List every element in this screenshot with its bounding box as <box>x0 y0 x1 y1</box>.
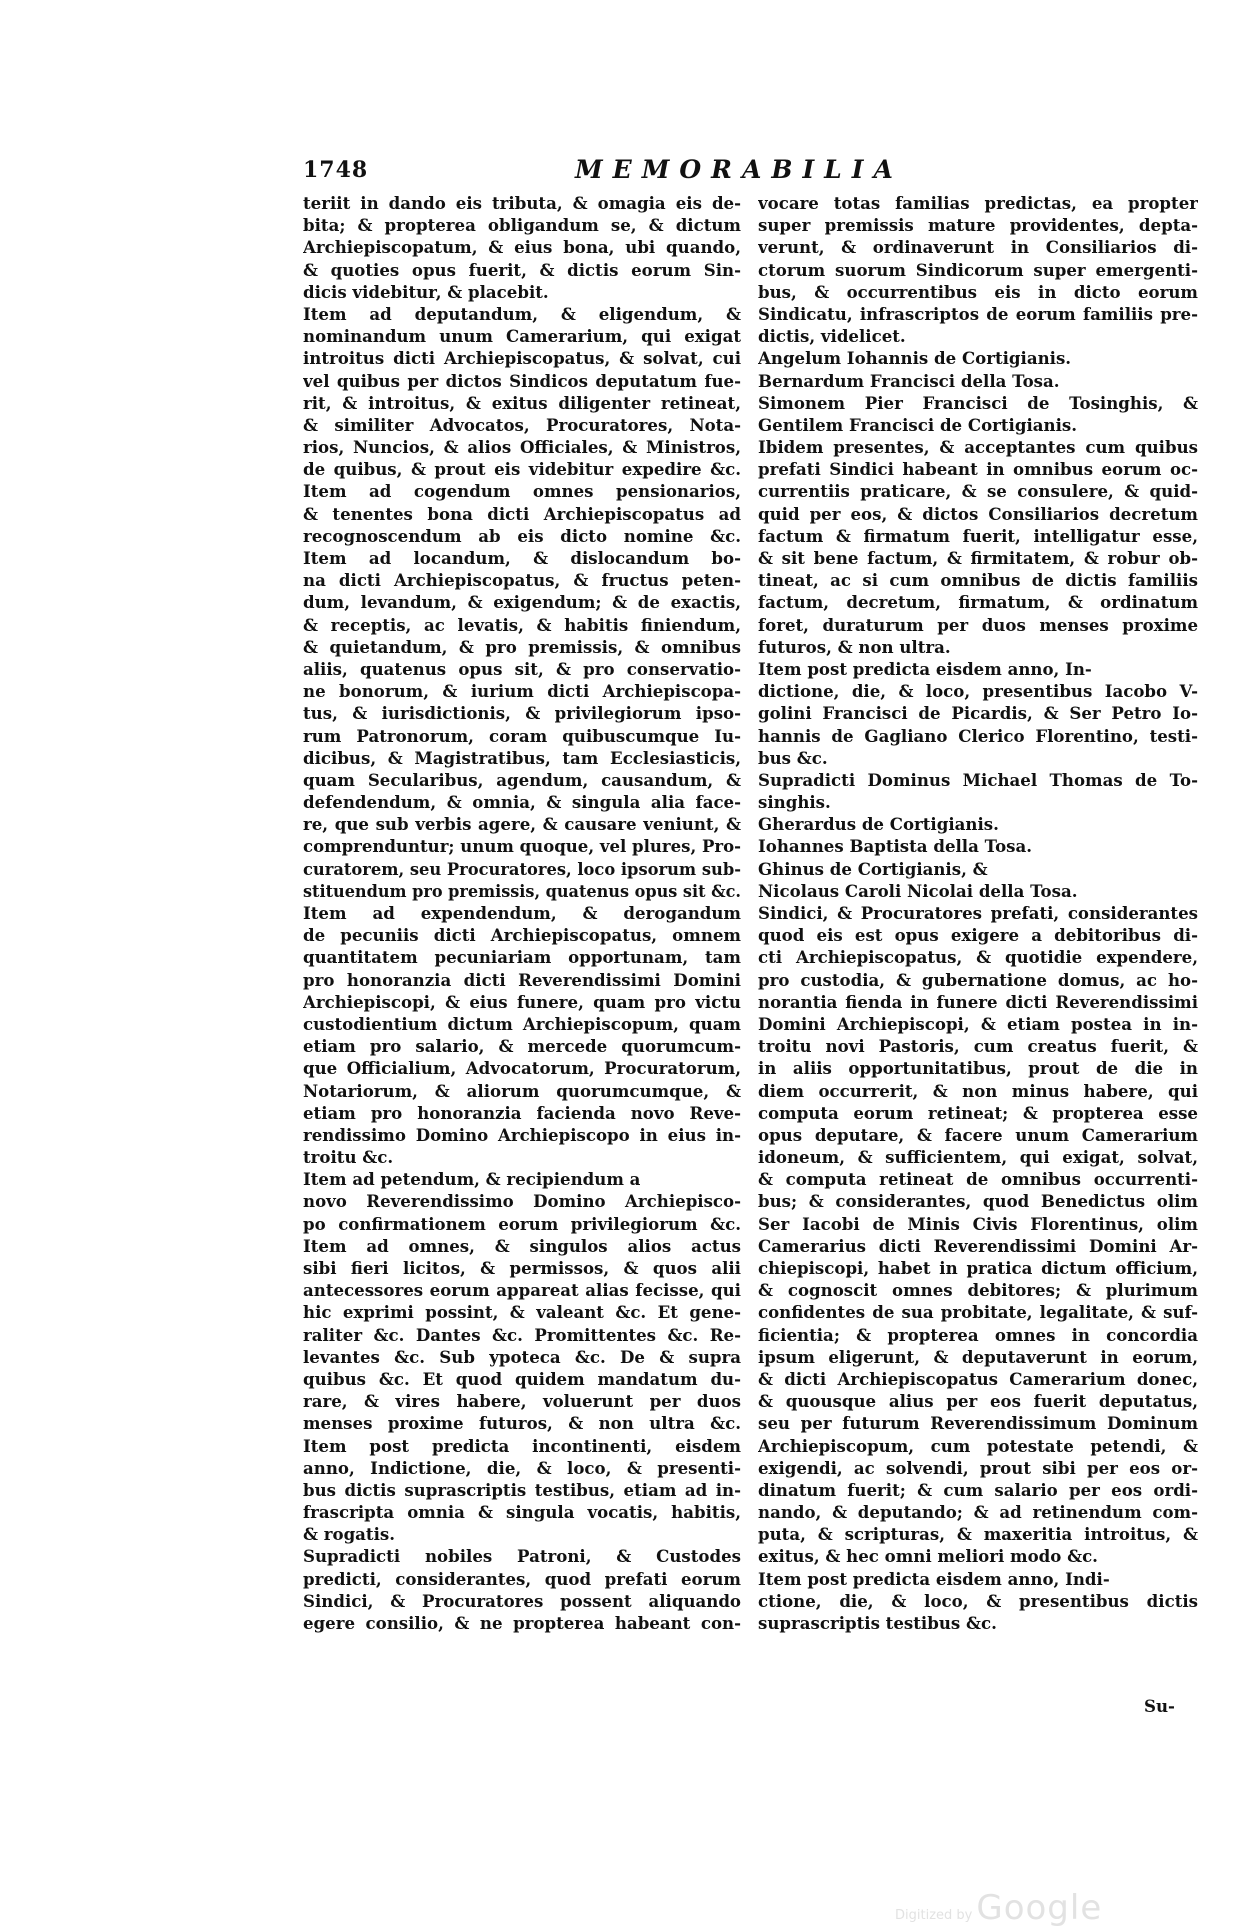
text-line: egere consilio, & ne propterea habeant con- <box>303 1613 741 1633</box>
text-line: Item ad locandum, & dislocandum bo- <box>303 548 741 568</box>
text-line: & receptis, ac levatis, & habitis finiendum, <box>303 614 741 635</box>
text-line: & computa retineat de omnibus occurrenti- <box>758 1169 1198 1190</box>
text-line: bus, & occurrentibus eis in dicto eorum <box>758 281 1198 302</box>
text-line: factum & firmatum fuerit, intelligatur esse, <box>758 525 1198 546</box>
text-line: Item post predicta incontinenti, eisdem <box>303 1435 741 1456</box>
text-line: & sit bene factum, & firmitatem, & robur ob- <box>758 548 1198 568</box>
text-line: tineat, ac si cum omnibus de dictis familiis <box>758 570 1198 591</box>
text-line: futuros, & non ultra. <box>758 636 951 657</box>
text-line: quod eis est opus exigere a debitoribus di- <box>758 925 1198 946</box>
text-line: Camerarius dicti Reverendissimi Domini Ar- <box>758 1235 1198 1256</box>
text-line: Item ad omnes, & singulos alios actus <box>303 1235 741 1256</box>
text-line: factum, decretum, firmatum, & ordinatum <box>758 592 1198 613</box>
watermark-brand: Google <box>976 1888 1103 1928</box>
text-line: & tenentes bona dicti Archiepiscopatus ad <box>303 503 741 524</box>
text-line: sibi fieri licitos, & permissos, & quos alii <box>303 1258 741 1278</box>
text-line: vel quibus per dictos Sindicos deputatum fue- <box>303 370 741 391</box>
text-line: exitus, & hec omni meliori modo &c. <box>758 1546 1098 1567</box>
text-line: & quousque alius per eos fuerit deputatus, <box>758 1391 1198 1412</box>
text-line: introitus dicti Archiepiscopatus, & solvat, cui <box>303 348 741 369</box>
text-line: Archiepiscopi, & eius funere, quam pro victu <box>303 991 741 1012</box>
text-line: ipsum eligerunt, & deputaverunt in eorum, <box>758 1346 1198 1367</box>
text-line: teriit in dando eis tributa, & omagia eis de- <box>303 193 741 213</box>
text-line: anno, Indictione, die, & loco, & presenti- <box>303 1457 741 1478</box>
text-line: comprenduntur; unum quoque, vel plures, Pro- <box>303 836 741 857</box>
text-line: Ghinus de Cortigianis, & <box>758 858 988 879</box>
text-line: golini Francisci de Picardis, & Ser Petro Io- <box>758 703 1198 724</box>
text-line: seu per futurum Reverendissimum Dominum <box>758 1413 1198 1434</box>
text-line: re, que sub verbis agere, & causare veniunt, & <box>303 814 741 835</box>
text-line: & quoties opus fuerit, & dictis eorum Sin- <box>303 259 741 280</box>
text-line: idoneum, & sufficientem, qui exigat, solvat, <box>758 1147 1198 1168</box>
text-line: pro custodia, & gubernatione domus, ac ho- <box>758 969 1198 990</box>
text-line: ctorum suorum Sindicorum super emergenti- <box>758 259 1198 280</box>
text-line: dictis, videlicet. <box>758 326 906 347</box>
text-line: & similiter Advocatos, Procuratores, Nota- <box>303 414 741 435</box>
text-line: troitu novi Pastoris, cum creatus fuerit, & <box>758 1036 1198 1057</box>
text-line: ctione, die, & loco, & presentibus dictis <box>758 1590 1198 1611</box>
text-line: quid per eos, & dictos Consiliarios decretum <box>758 503 1198 524</box>
text-line: Sindici, & Procuratores prefati, considerantes <box>758 903 1198 923</box>
left-text-column <box>303 192 741 1634</box>
text-line: suprascriptis testibus &c. <box>758 1613 997 1633</box>
text-line: rare, & vires habere, voluerunt per duos <box>303 1391 741 1412</box>
text-line: dicis videbitur, & placebit. <box>303 281 549 302</box>
text-line: po confirmationem eorum privilegiorum &c. <box>303 1213 741 1234</box>
text-line: bita; & propterea obligandum se, & dictum <box>303 215 741 236</box>
text-line: Ser Iacobi de Minis Civis Florentinus, olim <box>758 1213 1198 1234</box>
text-line: rit, & introitus, & exitus diligenter retineat, <box>303 392 741 413</box>
text-line: nando, & deputando; & ad retinendum com- <box>758 1502 1198 1523</box>
text-line: & rogatis. <box>303 1524 396 1545</box>
text-line: quantitatem pecuniariam opportunam, tam <box>303 947 741 968</box>
text-line: de quibus, & prout eis videbitur expedire &c. <box>303 459 741 480</box>
text-line: quam Secularibus, agendum, causandum, & <box>303 769 741 790</box>
text-line: & cognoscit omnes debitores; & plurimum <box>758 1280 1198 1301</box>
text-line: ne bonorum, & iurium dicti Archiepiscopa- <box>303 681 741 702</box>
text-line: na dicti Archiepiscopatus, & fructus peten- <box>303 570 741 591</box>
text-line: menses proxime futuros, & non ultra &c. <box>303 1413 741 1434</box>
text-line: verunt, & ordinaverunt in Consiliarios di- <box>758 237 1198 258</box>
text-line: Item ad expendendum, & derogandum <box>303 903 741 923</box>
text-line: tus, & iurisdictionis, & privilegiorum ipso- <box>303 703 741 724</box>
right-text-column <box>758 192 1198 1634</box>
text-line: levantes &c. Sub ypoteca &c. De & supra <box>303 1346 741 1367</box>
text-line: Notariorum, & aliorum quorumcumque, & <box>303 1080 741 1101</box>
text-line: singhis. <box>758 792 831 813</box>
text-line: Item post predicta eisdem anno, In- <box>758 658 1092 679</box>
text-line: troitu &c. <box>303 1147 394 1168</box>
text-line: & quietandum, & pro premissis, & omnibus <box>303 636 741 657</box>
page-header <box>303 157 950 187</box>
text-line: Item ad cogendum omnes pensionarios, <box>303 481 741 502</box>
text-line: Nicolaus Caroli Nicolai della Tosa. <box>758 880 1078 901</box>
text-line: Item ad petendum, & recipiendum a <box>303 1169 641 1190</box>
watermark-prefix: Digitized by <box>895 1908 973 1923</box>
text-line: dinatum fuerit; & cum salario per eos ordi- <box>758 1479 1198 1500</box>
text-line: Archiepiscopatum, & eius bona, ubi quando, <box>303 237 741 258</box>
text-line: Sindici, & Procuratores possent aliquando <box>303 1590 741 1611</box>
text-line: in aliis opportunitatibus, prout de die in <box>758 1058 1198 1079</box>
text-line: aliis, quatenus opus sit, & pro conservatio- <box>303 658 741 679</box>
text-line: Iohannes Baptista della Tosa. <box>758 836 1033 857</box>
text-line: diem occurrerit, & non minus habere, qui <box>758 1080 1198 1101</box>
text-line: Domini Archiepiscopi, & etiam postea in in- <box>758 1013 1198 1034</box>
text-line: Angelum Iohannis de Cortigianis. <box>758 348 1072 369</box>
text-line: bus &c. <box>758 747 828 768</box>
text-line: cti Archiepiscopatus, & quotidie expendere, <box>758 947 1198 968</box>
text-line: recognoscendum ab eis dicto nomine &c. <box>303 525 741 546</box>
text-line: ficientia; & propterea omnes in concordia <box>758 1324 1198 1345</box>
text-line: rendissimo Domino Archiepiscopo in eius in- <box>303 1124 741 1145</box>
text-line: opus deputare, & facere unum Camerarium <box>758 1124 1198 1145</box>
text-line: etiam pro salario, & mercede quorumcum- <box>303 1036 741 1057</box>
text-line: defendendum, & omnia, & singula alia face- <box>303 792 741 813</box>
text-line: antecessores eorum appareat alias fecisse, qui <box>303 1280 741 1301</box>
digitization-watermark <box>895 1888 1102 1928</box>
text-line: currentiis praticare, & se consulere, & quid- <box>758 481 1198 502</box>
text-line: Gentilem Francisci de Cortigianis. <box>758 414 1078 435</box>
text-line: Item post predicta eisdem anno, Indi- <box>758 1568 1110 1589</box>
text-line: de pecuniis dicti Archiepiscopatus, omnem <box>303 925 741 946</box>
text-line: stituendum pro premissis, quatenus opus sit &c. <box>303 880 741 901</box>
text-line: confidentes de sua probitate, legalitate, & suf- <box>758 1302 1198 1323</box>
text-line: novo Reverendissimo Domino Archiepisco- <box>303 1191 741 1212</box>
text-line: dictione, die, & loco, presentibus Iacobo V- <box>758 681 1198 702</box>
text-line: curatorem, seu Procuratores, loco ipsorum sub- <box>303 858 741 879</box>
text-line: norantia fienda in funere dicti Reverendissimi <box>758 991 1198 1012</box>
running-title: MEMORABILIA <box>575 155 903 184</box>
text-line: nominandum unum Camerarium, qui exigat <box>303 326 741 347</box>
text-line: quibus &c. Et quod quidem mandatum du- <box>303 1368 741 1389</box>
text-line: dicibus, & Magistratibus, tam Ecclesiasticis, <box>303 747 741 768</box>
text-line: Sindicatu, infrascriptos de eorum familiis pre- <box>758 303 1198 324</box>
text-line: custodientium dictum Archiepiscopum, quam <box>303 1013 741 1034</box>
text-line: puta, & scripturas, & maxeritia introitus, & <box>758 1524 1198 1545</box>
text-line: Simonem Pier Francisci de Tosinghis, & <box>758 392 1198 413</box>
text-line: exigendi, ac solvendi, prout sibi per eos or- <box>758 1457 1198 1478</box>
text-line: raliter &c. Dantes &c. Promittentes &c. Re- <box>303 1324 741 1345</box>
text-line: super premissis mature providentes, depta- <box>758 215 1198 236</box>
text-line: Archiepiscopum, cum potestate petendi, & <box>758 1435 1198 1456</box>
text-line: Gherardus de Cortigianis. <box>758 814 999 835</box>
text-line: hannis de Gagliano Clerico Florentino, testi- <box>758 725 1198 746</box>
text-line: & dicti Archiepiscopatus Camerarium donec, <box>758 1368 1198 1389</box>
text-line: dum, levandum, & exigendum; & de exactis, <box>303 592 741 613</box>
text-line: pro honoranzia dicti Reverendissimi Domini <box>303 969 741 990</box>
page-number: 1748 <box>303 157 369 183</box>
text-line: Supradicti Dominus Michael Thomas de To- <box>758 769 1198 790</box>
catchword: Su- <box>1144 1696 1175 1716</box>
text-line: bus; & considerantes, quod Benedictus olim <box>758 1191 1198 1212</box>
text-line: chiepiscopi, habet in pratica dictum officium, <box>758 1258 1198 1278</box>
text-line: Item ad deputandum, & eligendum, & <box>303 303 741 324</box>
text-line: prefati Sindici habeant in omnibus eorum oc- <box>758 459 1198 480</box>
text-line: foret, duraturum per duos menses proxime <box>758 614 1198 635</box>
text-line: Bernardum Francisci della Tosa. <box>758 370 1060 391</box>
text-line: predicti, considerantes, quod prefati eorum <box>303 1568 741 1589</box>
text-line: rum Patronorum, coram quibuscumque Iu- <box>303 725 741 746</box>
text-line: que Officialium, Advocatorum, Procuratorum, <box>303 1058 741 1079</box>
text-line: Ibidem presentes, & acceptantes cum quibus <box>758 437 1198 458</box>
text-line: rios, Nuncios, & alios Officiales, & Ministros, <box>303 437 741 458</box>
text-line: Supradicti nobiles Patroni, & Custodes <box>303 1546 741 1567</box>
text-line: computa eorum retineat; & propterea esse <box>758 1102 1198 1123</box>
text-line: hic exprimi possint, & valeant &c. Et gene- <box>303 1302 741 1323</box>
text-line: frascripta omnia & singula vocatis, habitis, <box>303 1502 741 1523</box>
text-line: bus dictis suprascriptis testibus, etiam ad in- <box>303 1479 741 1500</box>
text-line: etiam pro honoranzia facienda novo Reve- <box>303 1102 741 1123</box>
text-line: vocare totas familias predictas, ea propter <box>758 193 1198 213</box>
